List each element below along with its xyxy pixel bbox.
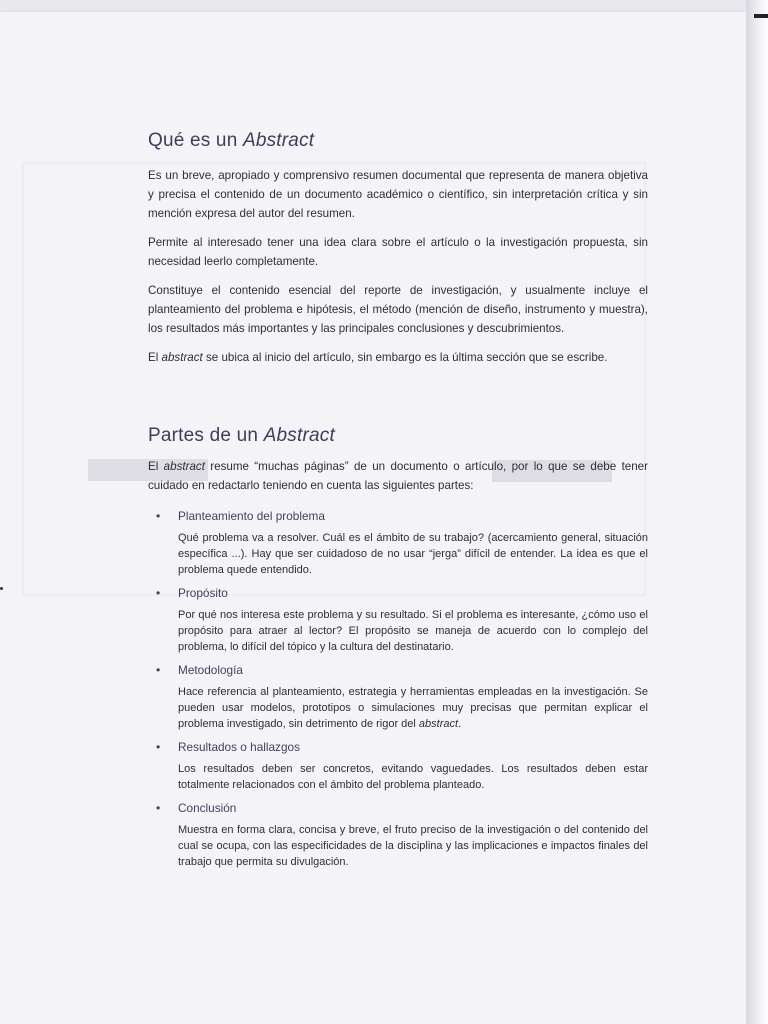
paragraph-purpose: Permite al interesado tener una idea clara sobre el artículo o la investigación propuesta, sin necesidad leerlo completamente. (148, 236, 648, 268)
intro-text-a: El (148, 460, 164, 473)
paragraph-content: Constituye el contenido esencial del reporte de investigación, y usualmente incluye el planteamiento del problema e hipótesis, el método (mención de diseño, instrumento y muestra), los resultados más importantes y las principales conclusiones y descubrimientos. (148, 284, 648, 335)
method-text-a: Hace referencia al planteamiento, estrategia y herramientas empleadas en la investigación. Se pueden usar modelos, prototipos o simulaciones muy precisas que permitan explicar el problema investigado, sin detrimento de rigor del (178, 686, 648, 730)
intro-emphasis: abstract (163, 460, 205, 473)
section-title-partes (148, 425, 648, 447)
section-title-text: Partes de un (148, 425, 264, 446)
list-item-proposito (148, 584, 648, 655)
part-title: Propósito (178, 586, 228, 600)
part-title: Resultados o hallazgos (178, 740, 300, 754)
list-item-conclusion (148, 799, 648, 870)
list-item-planteamiento (148, 507, 648, 578)
bullet-icon: • (156, 586, 161, 600)
section-title-emphasis: Abstract (242, 130, 315, 151)
section-title-que-es (148, 130, 648, 152)
document-body (148, 130, 648, 876)
scan-speck (0, 587, 3, 590)
corner-mark (754, 14, 768, 18)
method-text-b: . (458, 718, 462, 730)
paragraph-location (148, 348, 648, 367)
section-title-emphasis: Abstract (263, 425, 335, 446)
scanner-edge (746, 0, 768, 1024)
part-description (178, 684, 648, 732)
bullet-icon: • (156, 801, 161, 815)
paragraph-intro (148, 457, 648, 495)
part-description: Por qué nos interesa este problema y su resultado. Si el problema es interesante, ¿cómo uso el propósito para atraer al lector? El propósito se maneja de acuerdo con lo complejo del problema, lo difícil del tópico y la cultura del destinatario. (178, 609, 648, 653)
location-text-a: El (148, 351, 162, 364)
location-text-b: se ubica al inicio del artículo, sin embargo es la última sección que se escribe. (202, 351, 608, 364)
part-description: Los resultados deben ser concretos, evitando vaguedades. Los resultados deben estar totalmente relacionados con el ámbito del problema planteado. (178, 763, 648, 791)
part-description: Qué problema va a resolver. Cuál es el ámbito de su trabajo? (acercamiento general, situación específica ...). Hay que ser cuidadoso de no usar “jerga” difícil de entender. La idea es que el problema quede entendido. (178, 532, 648, 576)
paragraph-definition: Es un breve, apropiado y comprensivo resumen documental que representa de manera objetiva y precisa el contenido de un documento académico o científico, sin interpretación crítica y sin mención expresa del autor del resumen. (148, 169, 648, 220)
list-item-resultados (148, 738, 648, 793)
bullet-icon: • (156, 663, 161, 677)
method-emphasis: abstract (418, 718, 459, 730)
list-item-metodologia (148, 661, 648, 732)
part-title: Conclusión (178, 801, 237, 815)
part-title: Planteamiento del problema (178, 509, 325, 523)
part-title: Metodología (178, 663, 243, 677)
parts-list (148, 507, 648, 870)
location-emphasis: abstract (161, 351, 203, 364)
scanned-page (0, 12, 746, 1024)
bullet-icon: • (156, 740, 161, 754)
part-description: Muestra en forma clara, concisa y breve, el fruto preciso de la investigación o del contenido del cual se ocupa, con las especificidades de la disciplina y las implicaciones e impactos finales del trabajo que permita su divulgación. (178, 824, 648, 868)
section-title-text: Qué es un (148, 130, 243, 151)
intro-text-b: resume “muchas páginas” de un documento o artículo, por lo que se debe tener cuidado en redactarlo teniendo en cuenta las siguientes partes: (148, 460, 648, 492)
bullet-icon: • (156, 509, 161, 523)
